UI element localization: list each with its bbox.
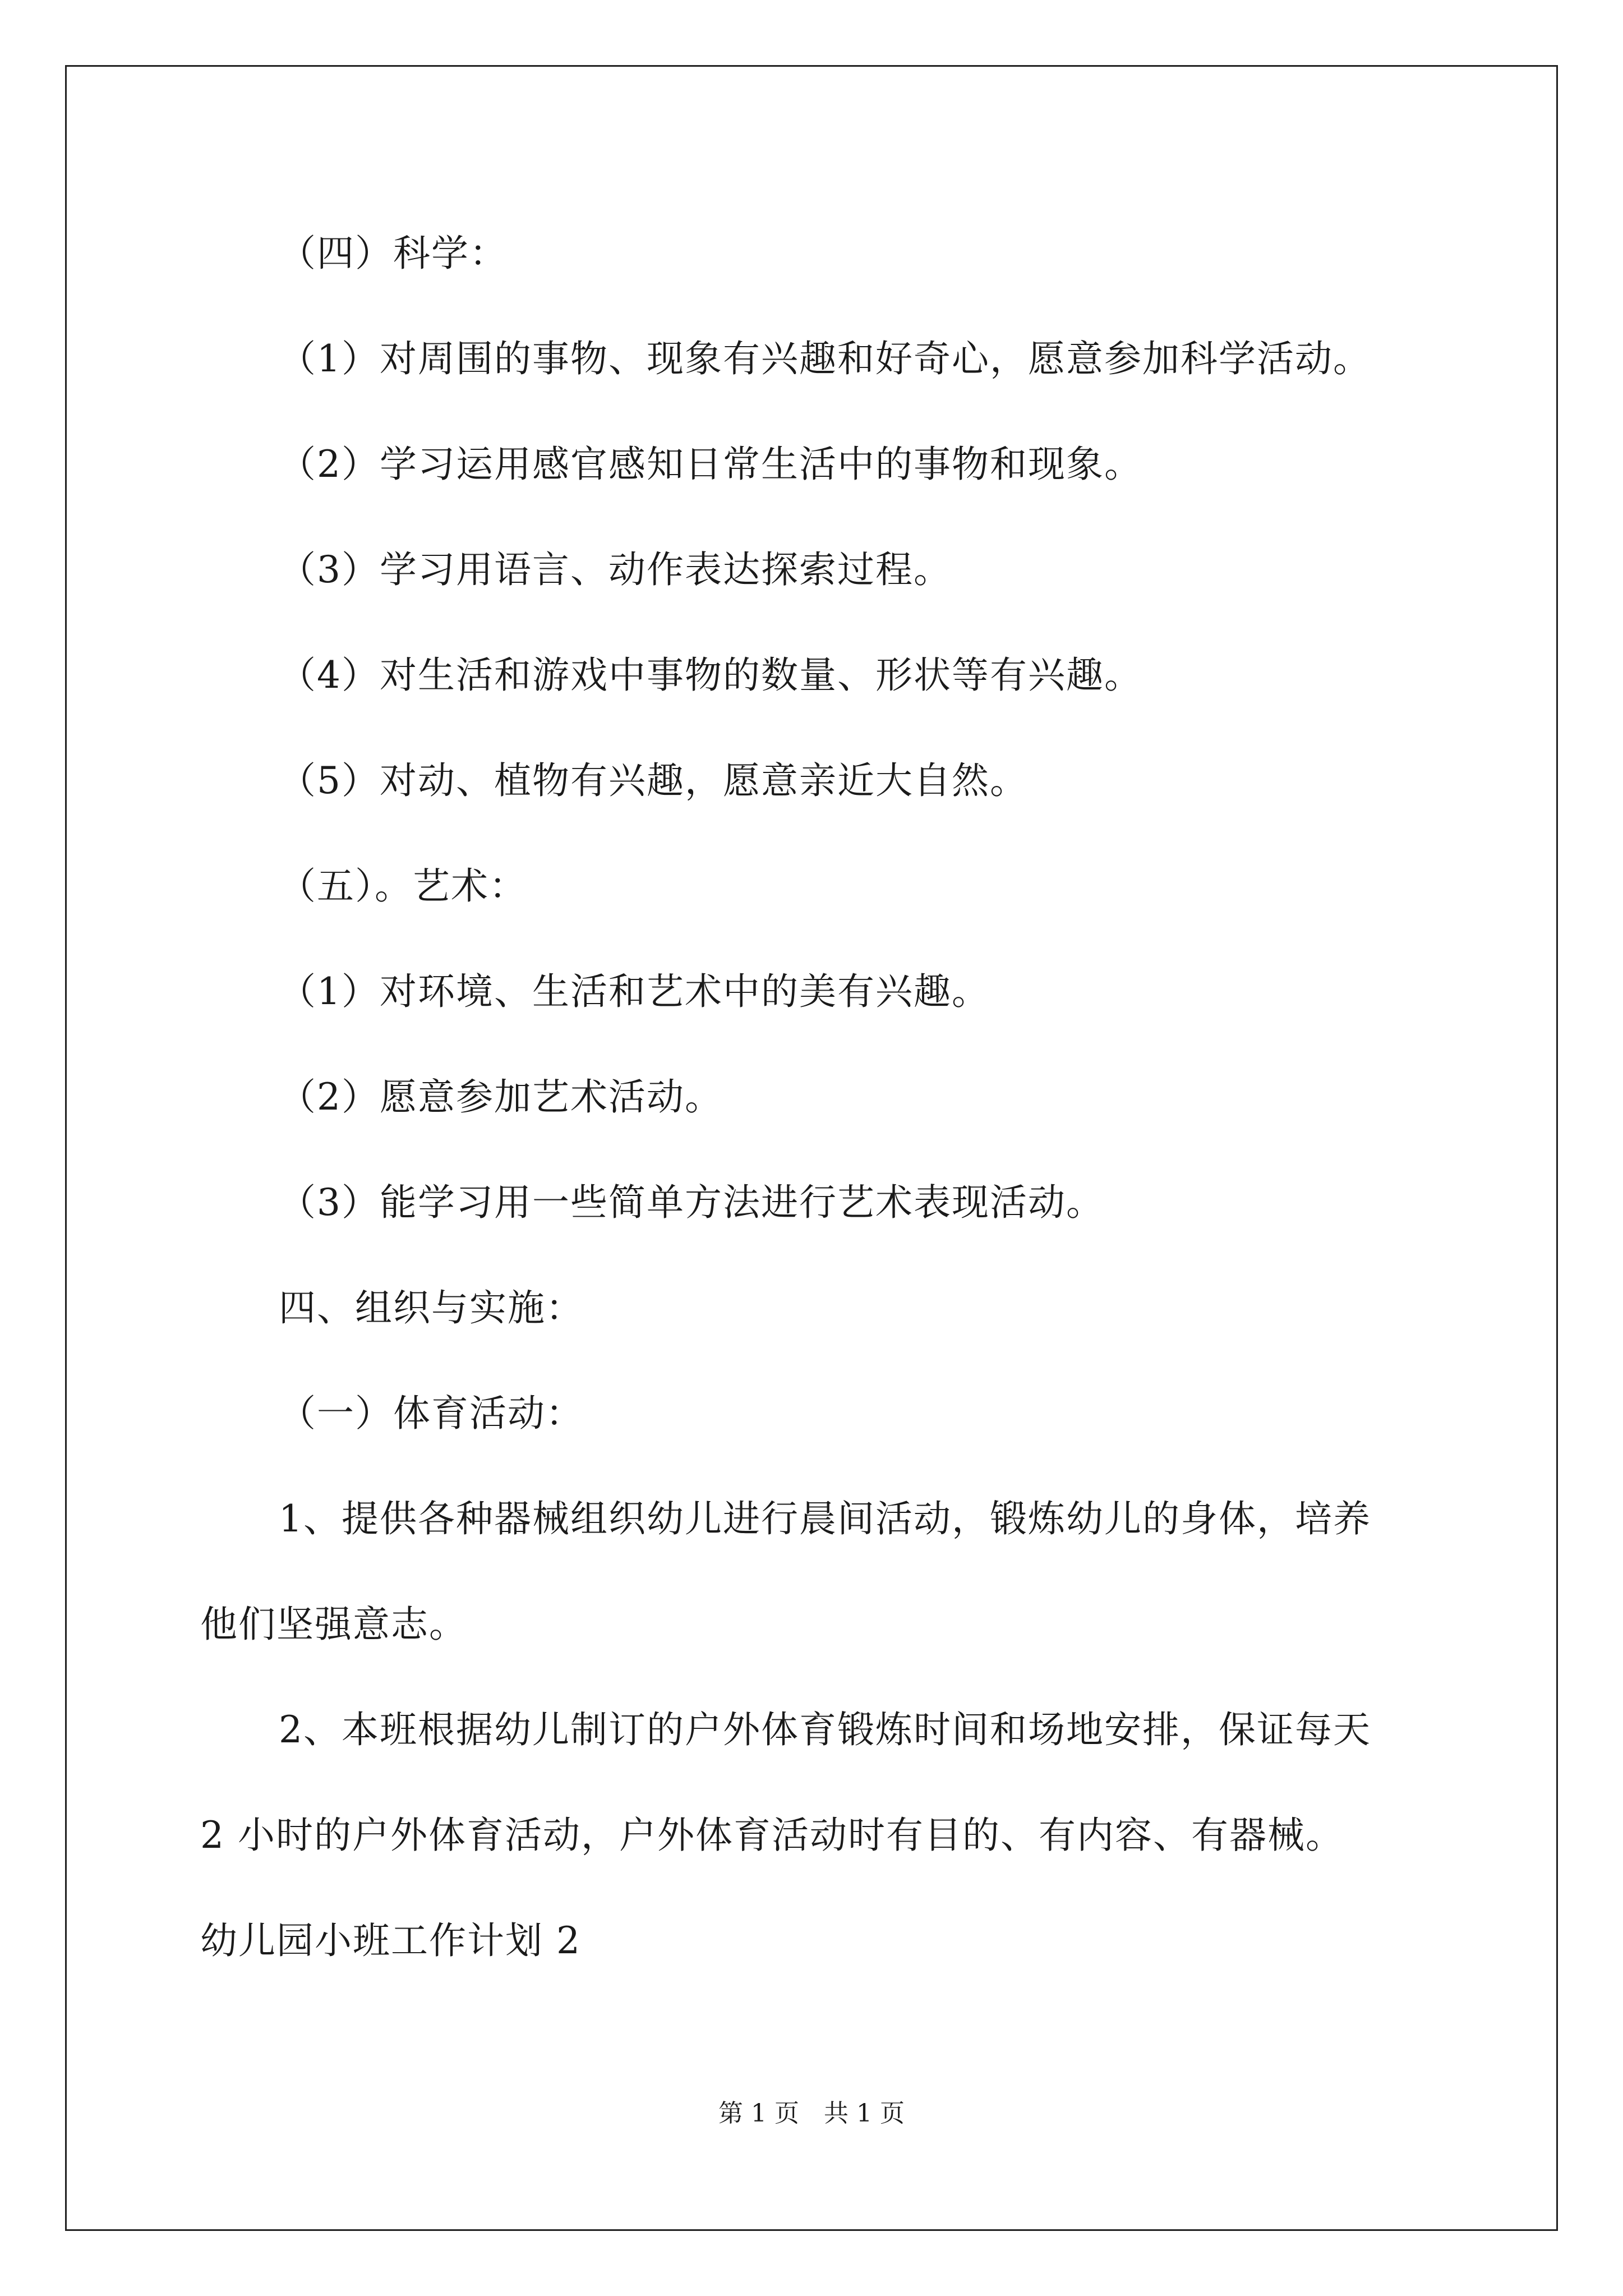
paragraph-line: （2）愿意参加艺术活动。 (279, 1075, 723, 1119)
section-heading-science: （四）科学： (279, 232, 508, 275)
page-footer: 第 1 页 共 1 页 (718, 2099, 905, 2128)
paragraph-line: （1）对环境、生活和艺术中的美有兴趣。 (279, 970, 990, 1013)
document-subtitle: 幼儿园小班工作计划 2 (200, 1919, 581, 1962)
paragraph-line: 2、本班根据幼儿制订的户外体育锻炼时间和场地安排，保证每天 (279, 1708, 1371, 1751)
paragraph-line: （3）能学习用一些简单方法进行艺术表现活动。 (279, 1181, 1104, 1224)
paragraph-line: （3）学习用语言、动作表达探索过程。 (279, 548, 952, 591)
paragraph-line: （2）学习运用感官感知日常生活中的事物和现象。 (279, 443, 1142, 486)
paragraph-line: （5）对动、植物有兴趣，愿意亲近大自然。 (279, 759, 1028, 802)
paragraph-line: （1）对周围的事物、现象有兴趣和好奇心，愿意参加科学活动。 (279, 337, 1371, 380)
paragraph-line: 2 小时的户外体育活动，户外体育活动时有目的、有内容、有器械。 (200, 1814, 1344, 1857)
section-heading-pe: （一）体育活动： (279, 1392, 584, 1435)
section-heading-art: （五）。艺术： (279, 864, 527, 908)
paragraph-line: 1、提供各种器械组织幼儿进行晨间活动，锻炼幼儿的身体，培养 (279, 1497, 1371, 1540)
paragraph-line: 他们坚强意志。 (200, 1603, 467, 1646)
page-border (65, 65, 1558, 2231)
paragraph-line: （4）对生活和游戏中事物的数量、形状等有兴趣。 (279, 654, 1142, 697)
section-heading-organization: 四、组织与实施： (279, 1286, 584, 1329)
